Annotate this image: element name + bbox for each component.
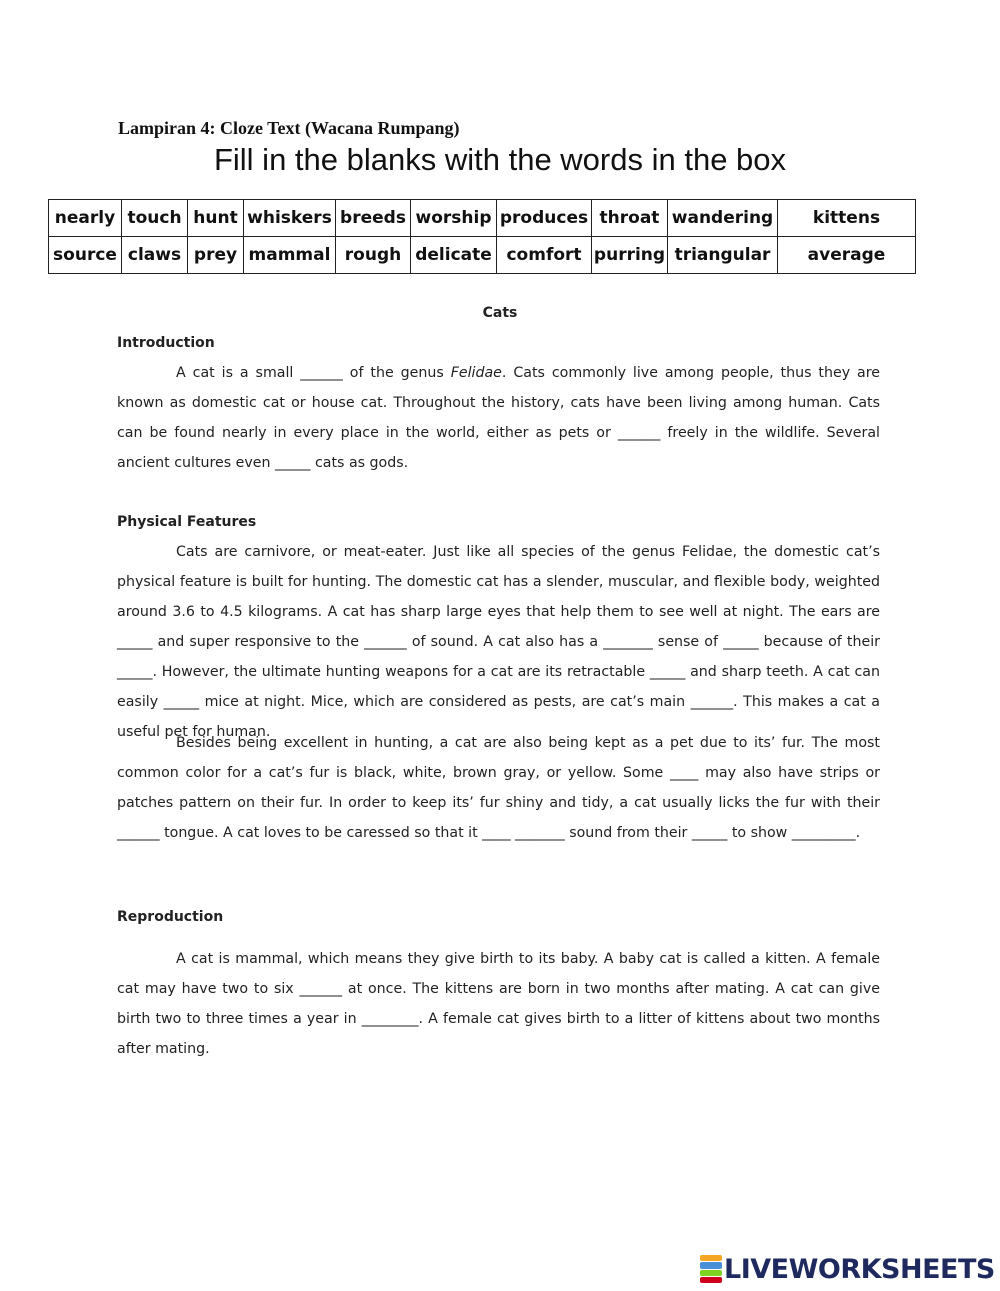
word-cell[interactable]: nearly (49, 200, 122, 237)
word-cell[interactable]: source (49, 237, 122, 274)
logo-mark-icon (700, 1255, 722, 1283)
word-cell[interactable]: comfort (497, 237, 592, 274)
section-heading-reproduction: Reproduction (117, 909, 224, 925)
introduction-paragraph: A cat is a small ______ of the genus Felidae. Cats commonly live among people, thus they are known as domestic cat or house cat. Throughout the history, cats have been living among human. Cats can be found nearly in every place in the world, either as pets or ______ freely in the wildlife. Several ancient cultures even _____ cats as gods. (117, 365, 880, 471)
logo-block (700, 1262, 722, 1268)
word-cell[interactable]: touch (122, 200, 188, 237)
physical-paragraph-1: Cats are carnivore, or meat-eater. Just like all species of the genus Felidae, the domestic cat’s physical feature is built for hunting. The domestic cat has a slender, muscular, and flexible body, weighted around 3.6 to 4.5 kilograms. A cat has sharp large eyes that help them to see well at night. The ears are _____ and super responsive to the ______ of sound. A cat also has a _______ sense of _____ because of their _____. However, the ultimate hunting weapons for a cat are its retractable _____ and sharp teeth. A cat can easily _____ mice at night. Mice, which are considered as pests, are cat’s main ______. This makes a cat a useful pet for human. (117, 544, 880, 740)
section-heading-introduction: Introduction (117, 335, 215, 351)
word-cell[interactable]: claws (122, 237, 188, 274)
logo-block (700, 1270, 722, 1276)
word-row-2 (49, 237, 916, 274)
reproduction-paragraph: A cat is mammal, which means they give birth to its baby. A baby cat is called a kitten. A female cat may have two to six ______ at once. The kittens are born in two months after mating. A cat can give birth two to three times a year in ________. A female cat gives birth to a litter of kittens about two months after mating. (117, 951, 880, 1057)
logo-text: LIVEWORKSHEETS (724, 1253, 995, 1285)
physical-paragraph-2: Besides being excellent in hunting, a cat are also being kept as a pet due to its’ fur. The most common color for a cat’s fur is black, white, brown gray, or yellow. Some ____ may also have strips or patches pattern on their fur. In order to keep its’ fur shiny and tidy, a cat usually licks the fur with their ______ tongue. A cat loves to be caressed so that it ____ _______ sound from their _____ to show _________. (117, 735, 880, 841)
word-cell[interactable]: throat (592, 200, 668, 237)
section-heading-physical-features: Physical Features (117, 514, 257, 530)
word-row-1 (49, 200, 916, 237)
word-cell[interactable]: worship (411, 200, 497, 237)
word-cell[interactable]: purring (592, 237, 668, 274)
logo-block (700, 1277, 722, 1283)
word-cell[interactable]: wandering (668, 200, 778, 237)
instruction-heading: Fill in the blanks with the words in the box (213, 142, 787, 177)
article-title: Cats (482, 305, 518, 321)
word-cell[interactable]: rough (336, 237, 411, 274)
word-cell[interactable]: mammal (244, 237, 336, 274)
word-cell[interactable]: hunt (188, 200, 244, 237)
word-cell[interactable]: breeds (336, 200, 411, 237)
word-cell[interactable]: average (778, 237, 916, 274)
word-cell[interactable]: prey (188, 237, 244, 274)
appendix-heading: Lampiran 4: Cloze Text (Wacana Rumpang) (118, 118, 460, 138)
word-cell[interactable]: produces (497, 200, 592, 237)
word-cell[interactable]: delicate (411, 237, 497, 274)
liveworksheets-logo (700, 1254, 995, 1284)
word-cell[interactable]: triangular (668, 237, 778, 274)
logo-block (700, 1255, 722, 1261)
word-cell[interactable]: whiskers (244, 200, 336, 237)
word-cell[interactable]: kittens (778, 200, 916, 237)
word-box (48, 199, 916, 274)
